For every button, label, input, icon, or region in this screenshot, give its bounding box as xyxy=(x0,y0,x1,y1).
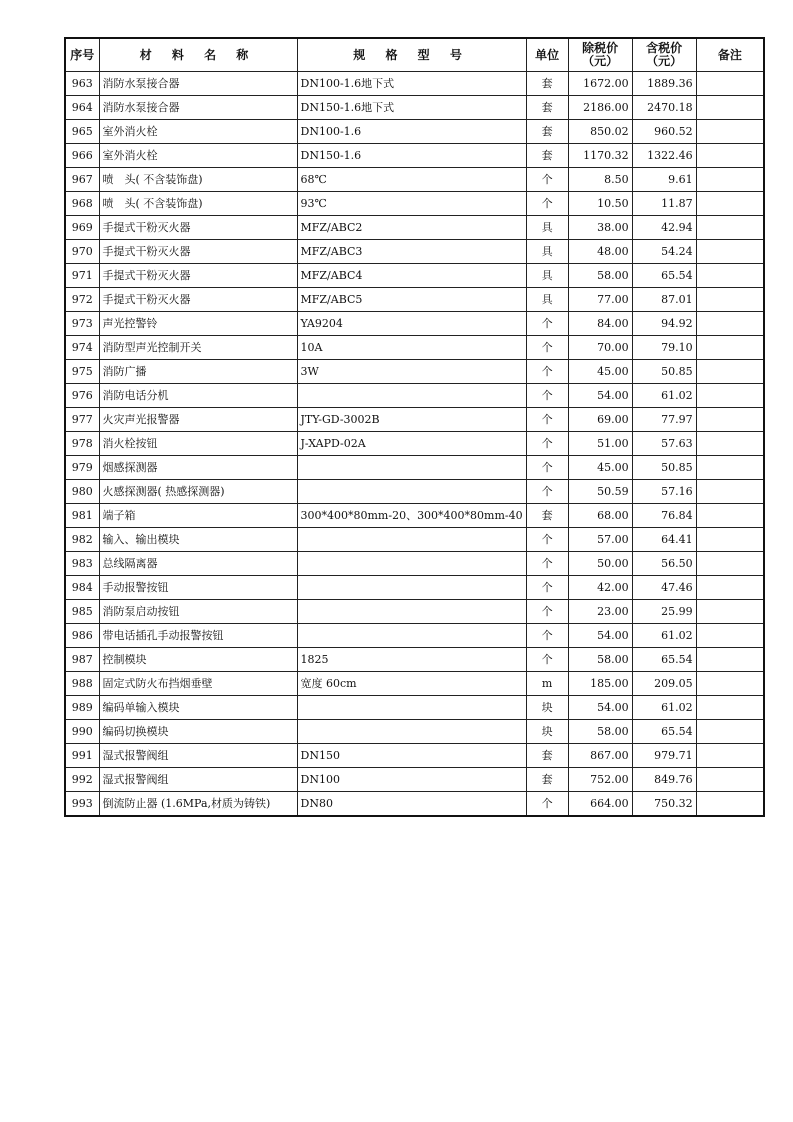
table-row xyxy=(65,672,764,696)
table-row xyxy=(65,576,764,600)
cell-name: 手动报警按钮 xyxy=(99,576,297,600)
cell-spec: MFZ/ABC2 xyxy=(297,216,526,240)
cell-unit: 套 xyxy=(526,72,568,96)
table-row xyxy=(65,216,764,240)
cell-name: 声光控警铃 xyxy=(99,312,297,336)
cell-price-inc: 87.01 xyxy=(632,288,696,312)
table-row xyxy=(65,384,764,408)
cell-name: 室外消火栓 xyxy=(99,120,297,144)
cell-price-inc: 61.02 xyxy=(632,384,696,408)
cell-price-ex: 45.00 xyxy=(568,456,632,480)
cell-unit: 个 xyxy=(526,360,568,384)
cell-price-ex: 850.02 xyxy=(568,120,632,144)
cell-price-ex: 2186.00 xyxy=(568,96,632,120)
cell-spec: MFZ/ABC3 xyxy=(297,240,526,264)
cell-price-inc: 54.24 xyxy=(632,240,696,264)
cell-price-inc: 750.32 xyxy=(632,792,696,817)
table-row xyxy=(65,360,764,384)
table-row xyxy=(65,768,764,792)
cell-seq: 979 xyxy=(65,456,99,480)
cell-spec: 1825 xyxy=(297,648,526,672)
cell-spec: DN100-1.6 xyxy=(297,120,526,144)
cell-unit: 个 xyxy=(526,408,568,432)
cell-unit: 个 xyxy=(526,168,568,192)
cell-price-ex: 664.00 xyxy=(568,792,632,817)
cell-name: 编码单输入模块 xyxy=(99,696,297,720)
cell-unit: 套 xyxy=(526,96,568,120)
cell-price-ex: 58.00 xyxy=(568,648,632,672)
cell-name: 端子箱 xyxy=(99,504,297,528)
cell-name: 输入、输出模块 xyxy=(99,528,297,552)
cell-price-ex: 45.00 xyxy=(568,360,632,384)
cell-price-ex: 1672.00 xyxy=(568,72,632,96)
cell-name: 火感探测器( 热感探测器) xyxy=(99,480,297,504)
cell-note xyxy=(696,144,764,168)
cell-note xyxy=(696,216,764,240)
cell-price-inc: 64.41 xyxy=(632,528,696,552)
cell-note xyxy=(696,792,764,817)
cell-note xyxy=(696,264,764,288)
cell-name: 消防电话分机 xyxy=(99,384,297,408)
cell-seq: 977 xyxy=(65,408,99,432)
cell-price-ex: 54.00 xyxy=(568,696,632,720)
cell-price-inc: 79.10 xyxy=(632,336,696,360)
header-seq: 序号 xyxy=(65,38,99,72)
cell-price-ex: 1170.32 xyxy=(568,144,632,168)
cell-price-ex: 84.00 xyxy=(568,312,632,336)
cell-spec: 3W xyxy=(297,360,526,384)
cell-note xyxy=(696,456,764,480)
table-row xyxy=(65,264,764,288)
cell-seq: 982 xyxy=(65,528,99,552)
cell-unit: 个 xyxy=(526,600,568,624)
header-note: 备注 xyxy=(696,38,764,72)
cell-name: 湿式报警阀组 xyxy=(99,768,297,792)
cell-note xyxy=(696,528,764,552)
cell-name: 固定式防火布挡烟垂壁 xyxy=(99,672,297,696)
cell-price-inc: 94.92 xyxy=(632,312,696,336)
cell-unit: 套 xyxy=(526,120,568,144)
cell-unit: 块 xyxy=(526,696,568,720)
cell-seq: 971 xyxy=(65,264,99,288)
cell-seq: 967 xyxy=(65,168,99,192)
cell-price-ex: 54.00 xyxy=(568,384,632,408)
cell-price-ex: 48.00 xyxy=(568,240,632,264)
cell-seq: 970 xyxy=(65,240,99,264)
table-row xyxy=(65,336,764,360)
cell-name: 湿式报警阀组 xyxy=(99,744,297,768)
header-row xyxy=(65,38,764,72)
cell-spec xyxy=(297,600,526,624)
cell-spec xyxy=(297,696,526,720)
cell-name: 消火栓按钮 xyxy=(99,432,297,456)
cell-seq: 968 xyxy=(65,192,99,216)
cell-price-ex: 8.50 xyxy=(568,168,632,192)
table-row xyxy=(65,624,764,648)
cell-spec: 10A xyxy=(297,336,526,360)
cell-note xyxy=(696,480,764,504)
cell-unit: 具 xyxy=(526,216,568,240)
table-row xyxy=(65,600,764,624)
cell-unit: 个 xyxy=(526,792,568,817)
cell-name: 倒流防止器 (1.6MPa,材质为铸铁) xyxy=(99,792,297,817)
cell-spec: 68℃ xyxy=(297,168,526,192)
cell-unit: 块 xyxy=(526,720,568,744)
cell-spec: J-XAPD-02A xyxy=(297,432,526,456)
table-row xyxy=(65,408,764,432)
cell-name: 带电话插孔手动报警按钮 xyxy=(99,624,297,648)
table-row xyxy=(65,240,764,264)
cell-seq: 975 xyxy=(65,360,99,384)
cell-note xyxy=(696,624,764,648)
table-row xyxy=(65,456,764,480)
cell-note xyxy=(696,504,764,528)
cell-price-inc: 57.16 xyxy=(632,480,696,504)
cell-spec: 宽度 60cm xyxy=(297,672,526,696)
cell-seq: 964 xyxy=(65,96,99,120)
cell-unit: 个 xyxy=(526,624,568,648)
cell-price-inc: 61.02 xyxy=(632,696,696,720)
cell-price-ex: 50.59 xyxy=(568,480,632,504)
cell-price-inc: 76.84 xyxy=(632,504,696,528)
cell-price-ex: 51.00 xyxy=(568,432,632,456)
cell-price-ex: 68.00 xyxy=(568,504,632,528)
cell-price-inc: 979.71 xyxy=(632,744,696,768)
cell-spec xyxy=(297,720,526,744)
cell-note xyxy=(696,360,764,384)
table-row xyxy=(65,72,764,96)
cell-seq: 965 xyxy=(65,120,99,144)
cell-price-inc: 77.97 xyxy=(632,408,696,432)
cell-price-inc: 65.54 xyxy=(632,720,696,744)
cell-spec xyxy=(297,528,526,552)
cell-spec: MFZ/ABC4 xyxy=(297,264,526,288)
cell-price-inc: 42.94 xyxy=(632,216,696,240)
cell-price-inc: 849.76 xyxy=(632,768,696,792)
header-price-ex: 除税价 （元） xyxy=(568,38,632,72)
header-price-inc: 含税价 （元） xyxy=(632,38,696,72)
cell-spec: 93℃ xyxy=(297,192,526,216)
cell-price-inc: 56.50 xyxy=(632,552,696,576)
cell-price-ex: 69.00 xyxy=(568,408,632,432)
cell-seq: 963 xyxy=(65,72,99,96)
cell-price-ex: 38.00 xyxy=(568,216,632,240)
cell-unit: 个 xyxy=(526,576,568,600)
cell-unit: 个 xyxy=(526,432,568,456)
cell-note xyxy=(696,696,764,720)
table-row xyxy=(65,792,764,817)
cell-seq: 981 xyxy=(65,504,99,528)
cell-unit: 个 xyxy=(526,312,568,336)
cell-name: 火灾声光报警器 xyxy=(99,408,297,432)
cell-note xyxy=(696,408,764,432)
cell-seq: 988 xyxy=(65,672,99,696)
cell-unit: 具 xyxy=(526,240,568,264)
cell-price-ex: 752.00 xyxy=(568,768,632,792)
cell-spec: 300*400*80mm-20、300*400*80mm-40 xyxy=(297,504,526,528)
table-row xyxy=(65,696,764,720)
cell-price-inc: 11.87 xyxy=(632,192,696,216)
cell-seq: 990 xyxy=(65,720,99,744)
cell-name: 控制模块 xyxy=(99,648,297,672)
header-unit: 单位 xyxy=(526,38,568,72)
cell-unit: 个 xyxy=(526,552,568,576)
cell-note xyxy=(696,96,764,120)
cell-price-ex: 10.50 xyxy=(568,192,632,216)
cell-price-ex: 42.00 xyxy=(568,576,632,600)
cell-name: 消防水泵接合器 xyxy=(99,96,297,120)
cell-spec xyxy=(297,384,526,408)
cell-price-inc: 9.61 xyxy=(632,168,696,192)
cell-spec: YA9204 xyxy=(297,312,526,336)
cell-spec: DN100-1.6地下式 xyxy=(297,72,526,96)
cell-note xyxy=(696,240,764,264)
cell-price-ex: 185.00 xyxy=(568,672,632,696)
cell-unit: 套 xyxy=(526,768,568,792)
cell-note xyxy=(696,672,764,696)
cell-note xyxy=(696,744,764,768)
cell-seq: 973 xyxy=(65,312,99,336)
cell-name: 手提式干粉灭火器 xyxy=(99,264,297,288)
cell-price-inc: 1889.36 xyxy=(632,72,696,96)
cell-price-inc: 47.46 xyxy=(632,576,696,600)
table-row xyxy=(65,96,764,120)
cell-seq: 972 xyxy=(65,288,99,312)
cell-seq: 983 xyxy=(65,552,99,576)
cell-seq: 992 xyxy=(65,768,99,792)
cell-price-ex: 70.00 xyxy=(568,336,632,360)
cell-name: 消防泵启动按钮 xyxy=(99,600,297,624)
cell-price-inc: 25.99 xyxy=(632,600,696,624)
cell-unit: 个 xyxy=(526,336,568,360)
cell-name: 喷 头( 不含装饰盘) xyxy=(99,168,297,192)
cell-unit: 个 xyxy=(526,648,568,672)
cell-price-inc: 960.52 xyxy=(632,120,696,144)
cell-spec xyxy=(297,576,526,600)
cell-spec: DN150-1.6 xyxy=(297,144,526,168)
cell-note xyxy=(696,576,764,600)
cell-spec: JTY-GD-3002B xyxy=(297,408,526,432)
table-row xyxy=(65,312,764,336)
cell-spec xyxy=(297,624,526,648)
table-row xyxy=(65,648,764,672)
cell-seq: 966 xyxy=(65,144,99,168)
cell-seq: 969 xyxy=(65,216,99,240)
cell-name: 总线隔离器 xyxy=(99,552,297,576)
cell-price-ex: 58.00 xyxy=(568,720,632,744)
cell-note xyxy=(696,120,764,144)
cell-name: 手提式干粉灭火器 xyxy=(99,216,297,240)
cell-note xyxy=(696,648,764,672)
cell-price-ex: 58.00 xyxy=(568,264,632,288)
cell-unit: m xyxy=(526,672,568,696)
cell-note xyxy=(696,432,764,456)
price-table xyxy=(64,37,765,817)
cell-note xyxy=(696,288,764,312)
table-row xyxy=(65,144,764,168)
table-row xyxy=(65,720,764,744)
cell-price-ex: 50.00 xyxy=(568,552,632,576)
cell-seq: 986 xyxy=(65,624,99,648)
cell-name: 烟感探测器 xyxy=(99,456,297,480)
cell-note xyxy=(696,336,764,360)
cell-note xyxy=(696,720,764,744)
cell-name: 消防型声光控制开关 xyxy=(99,336,297,360)
cell-price-ex: 23.00 xyxy=(568,600,632,624)
cell-unit: 个 xyxy=(526,456,568,480)
table-row xyxy=(65,432,764,456)
cell-spec xyxy=(297,552,526,576)
cell-unit: 套 xyxy=(526,504,568,528)
header-name: 材 料 名 称 xyxy=(99,38,297,72)
cell-price-inc: 50.85 xyxy=(632,456,696,480)
cell-price-inc: 61.02 xyxy=(632,624,696,648)
cell-spec xyxy=(297,456,526,480)
cell-price-ex: 54.00 xyxy=(568,624,632,648)
cell-unit: 个 xyxy=(526,480,568,504)
cell-seq: 993 xyxy=(65,792,99,817)
cell-price-inc: 57.63 xyxy=(632,432,696,456)
cell-name: 室外消火栓 xyxy=(99,144,297,168)
cell-price-inc: 2470.18 xyxy=(632,96,696,120)
cell-note xyxy=(696,384,764,408)
table-row xyxy=(65,288,764,312)
cell-note xyxy=(696,312,764,336)
cell-price-inc: 65.54 xyxy=(632,648,696,672)
cell-price-ex: 867.00 xyxy=(568,744,632,768)
header-spec: 规 格 型 号 xyxy=(297,38,526,72)
table-row xyxy=(65,168,764,192)
cell-price-inc: 209.05 xyxy=(632,672,696,696)
table-row xyxy=(65,744,764,768)
cell-unit: 个 xyxy=(526,384,568,408)
cell-note xyxy=(696,768,764,792)
cell-name: 消防水泵接合器 xyxy=(99,72,297,96)
cell-price-inc: 65.54 xyxy=(632,264,696,288)
cell-unit: 具 xyxy=(526,264,568,288)
table-row xyxy=(65,552,764,576)
cell-name: 喷 头( 不含装饰盘) xyxy=(99,192,297,216)
cell-unit: 套 xyxy=(526,744,568,768)
cell-seq: 991 xyxy=(65,744,99,768)
cell-price-inc: 50.85 xyxy=(632,360,696,384)
cell-price-ex: 57.00 xyxy=(568,528,632,552)
cell-seq: 980 xyxy=(65,480,99,504)
table-row xyxy=(65,192,764,216)
table-row xyxy=(65,528,764,552)
cell-spec xyxy=(297,480,526,504)
cell-spec: DN150-1.6地下式 xyxy=(297,96,526,120)
cell-price-ex: 77.00 xyxy=(568,288,632,312)
cell-name: 编码切换模块 xyxy=(99,720,297,744)
cell-note xyxy=(696,72,764,96)
cell-note xyxy=(696,552,764,576)
cell-seq: 974 xyxy=(65,336,99,360)
cell-seq: 984 xyxy=(65,576,99,600)
cell-unit: 具 xyxy=(526,288,568,312)
cell-name: 手提式干粉灭火器 xyxy=(99,288,297,312)
cell-name: 手提式干粉灭火器 xyxy=(99,240,297,264)
cell-unit: 个 xyxy=(526,192,568,216)
table-row xyxy=(65,480,764,504)
table-row xyxy=(65,120,764,144)
cell-unit: 套 xyxy=(526,144,568,168)
cell-price-inc: 1322.46 xyxy=(632,144,696,168)
table-row xyxy=(65,504,764,528)
cell-spec: DN150 xyxy=(297,744,526,768)
cell-seq: 987 xyxy=(65,648,99,672)
cell-spec: MFZ/ABC5 xyxy=(297,288,526,312)
cell-seq: 985 xyxy=(65,600,99,624)
cell-note xyxy=(696,192,764,216)
cell-seq: 978 xyxy=(65,432,99,456)
cell-unit: 个 xyxy=(526,528,568,552)
cell-seq: 989 xyxy=(65,696,99,720)
cell-spec: DN100 xyxy=(297,768,526,792)
cell-note xyxy=(696,168,764,192)
cell-name: 消防广播 xyxy=(99,360,297,384)
cell-spec: DN80 xyxy=(297,792,526,817)
cell-note xyxy=(696,600,764,624)
cell-seq: 976 xyxy=(65,384,99,408)
